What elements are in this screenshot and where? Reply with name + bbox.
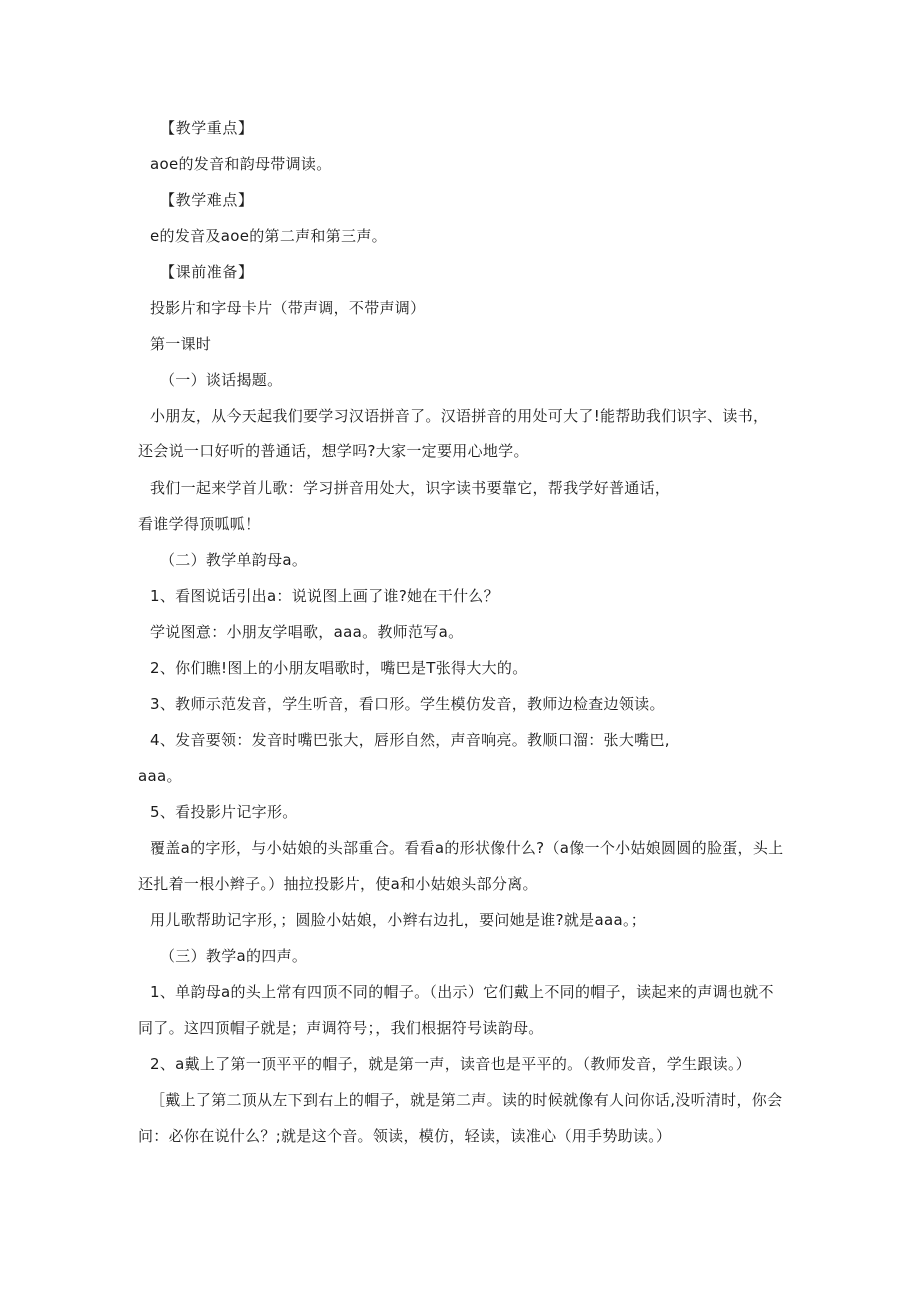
list-item: 2、你们瞧!图上的小朋友唱歌时，嘴巴是T张得大大的。 (150, 659, 528, 677)
section-heading-key-points: 【教学重点】 (160, 119, 254, 137)
paragraph-line: 看谁学得顶呱呱！ (138, 515, 261, 533)
list-item: 5、看投影片记字形。 (150, 803, 298, 821)
list-item: 3、教师示范发音，学生听音，看口形。学生模仿发音，教师边检查边领读。 (150, 695, 665, 713)
paragraph-line: e的发音及aoe的第二声和第三声。 (150, 227, 387, 245)
paragraph-line: 我们一起来学首儿歌：学习拼音用处大，识字读书要靠它，帮我学好普通话， (150, 479, 671, 497)
paragraph-line: 投影片和字母卡片（带声调，不带声调） (150, 299, 426, 317)
paragraph-line: 问：必你在说什么？;就是这个音。领读，模仿，轻读，读准心（用手势助读。） (138, 1127, 672, 1145)
list-item: 1、看图说话引出a：说说图上画了谁?她在干什么？ (150, 587, 499, 605)
paragraph-line: 学说图意：小朋友学唱歌，aaa。教师范写a。 (150, 623, 464, 641)
paragraph-line: aoe的发音和韵母带调读。 (150, 155, 332, 173)
paragraph-line: aaa。 (138, 767, 182, 785)
paragraph-line: 还会说一口好听的普通话，想学吗?大家一定要用心地学。 (138, 442, 529, 460)
section-heading-preparation: 【课前准备】 (160, 263, 254, 281)
section-heading-difficulties: 【教学难点】 (160, 191, 254, 209)
paragraph-line: 覆盖a的字形，与小姑娘的头部重合。看看a的形状像什么?（a像一个小姑娘圆圆的脸蛋，头上 (150, 839, 784, 857)
list-item: 2、a戴上了第一顶平平的帽子，就是第一声，读音也是平平的。（教师发音，学生跟读。） (150, 1055, 752, 1073)
list-item: 4、发音要领：发音时嘴巴张大，唇形自然，声音响亮。教顺口溜：张大嘴巴, (150, 731, 670, 749)
subsection-heading: （三）教学a的四声。 (160, 947, 308, 965)
subsection-heading: （二）教学单韵母a。 (160, 551, 308, 569)
paragraph-line: 同了。这四顶帽子就是；声调符号；，我们根据符号读韵母。 (138, 1019, 544, 1037)
paragraph-line: 小朋友，从今天起我们要学习汉语拼音了。汉语拼音的用处可大了!能帮助我们识字、读书， (150, 407, 769, 425)
paragraph-line: ［戴上了第二顶从左下到右上的帽子，就是第二声。读的时候就像有人问你话,没听清时，你会 (150, 1091, 783, 1109)
lesson-period-title: 第一课时 (150, 335, 212, 353)
list-item: 1、单韵母a的头上常有四顶不同的帽子。（出示）它们戴上不同的帽子，读起来的声调也就不 (150, 983, 774, 1001)
paragraph-line: 用儿歌帮助记字形，；圆脸小姑娘，小辫右边扎，要问她是谁?就是aaa。； (150, 911, 647, 929)
subsection-heading: （一）谈话揭题。 (160, 371, 283, 389)
paragraph-line: 还扎着一根小辫子。）抽拉投影片，使a和小姑娘头部分离。 (138, 875, 538, 893)
